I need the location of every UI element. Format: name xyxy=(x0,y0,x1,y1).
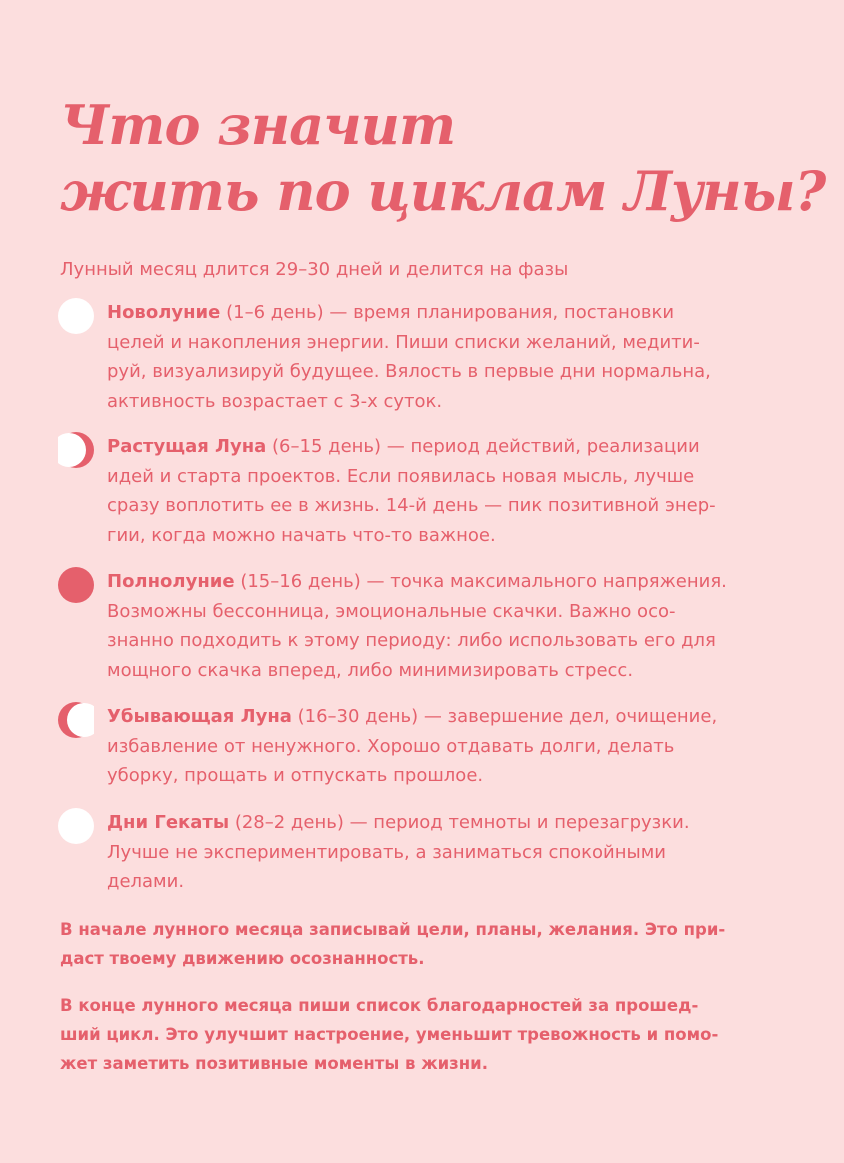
phase-line: Полнолуние (15–16 день) — точка максимального напряжения. xyxy=(107,571,727,592)
phase-line: гии, когда можно начать что-то важное. xyxy=(107,524,496,546)
phase-description xyxy=(107,298,787,416)
new-moon-icon xyxy=(58,298,94,334)
note-start-of-month xyxy=(60,915,780,973)
note-line: В конце лунного месяца пиши список благодарностей за прошед- xyxy=(60,996,699,1015)
hecate-days-icon xyxy=(58,808,94,844)
note-end-of-month xyxy=(60,991,780,1078)
phase-description xyxy=(107,702,787,791)
phase-description xyxy=(107,567,787,685)
phase-line: мощного скачка вперед, либо минимизировать стресс. xyxy=(107,659,634,681)
note-line: даст твоему движению осознанность. xyxy=(60,949,425,968)
title-line-1: Что значит xyxy=(60,93,456,157)
phase-name: Убывающая Луна xyxy=(107,706,292,727)
note-line: ший цикл. Это улучшит настроение, уменьшит тревожность и помо- xyxy=(60,1025,719,1044)
phase-name: Дни Гекаты xyxy=(107,812,230,833)
full-moon-icon xyxy=(58,567,94,603)
phase-description xyxy=(107,432,787,550)
phase-line: целей и накопления энергии. Пиши списки желаний, медити- xyxy=(107,331,700,353)
phase-line: активность возрастает с 3-х суток. xyxy=(107,390,443,412)
phase-name: Новолуние xyxy=(107,302,221,323)
phase-line: Новолуние (1–6 день) — время планирования, постановки xyxy=(107,302,675,323)
phase-line: Дни Гекаты (28–2 день) — период темноты и перезагрузки. xyxy=(107,812,690,833)
phase-line: Растущая Луна (6–15 день) — период действий, реализации xyxy=(107,436,700,457)
phase-line: руй, визуализируй будущее. Вялость в первые дни нормальна, xyxy=(107,361,711,382)
phase-line: сразу воплотить ее в жизнь. 14-й день — пик позитивной энер- xyxy=(107,495,716,516)
note-line: В начале лунного месяца записывай цели, планы, желания. Это при- xyxy=(60,920,726,939)
waning-moon-icon xyxy=(58,702,94,738)
phase-line: Лучше не экспериментировать, а заниматься спокойными xyxy=(107,841,666,863)
phase-line: избавление от ненужного. Хорошо отдавать долги, делать xyxy=(107,735,675,757)
page-title xyxy=(60,92,826,224)
phase-line: Убывающая Луна (16–30 день) — завершение дел, очищение, xyxy=(107,706,718,727)
phase-name: Полнолуние xyxy=(107,571,235,592)
waxing-moon-icon xyxy=(58,432,94,468)
phase-line: Возможны бессонница, эмоциональные скачки. Важно осо- xyxy=(107,600,676,622)
phase-description xyxy=(107,808,787,897)
phase-line: идей и старта проектов. Если появилась новая мысль, лучше xyxy=(107,465,695,487)
phase-line: знанно подходить к этому периоду: либо использовать его для xyxy=(107,630,716,651)
phase-name: Растущая Луна xyxy=(107,436,267,457)
phase-line: уборку, прощать и отпускать прошлое. xyxy=(107,765,484,786)
title-line-2: жить по циклам Луны? xyxy=(60,159,826,223)
intro-text: Лунный месяц длится 29–30 дней и делится на фазы xyxy=(60,259,569,280)
phase-line: делами. xyxy=(107,871,185,892)
note-line: жет заметить позитивные моменты в жизни. xyxy=(60,1054,489,1073)
